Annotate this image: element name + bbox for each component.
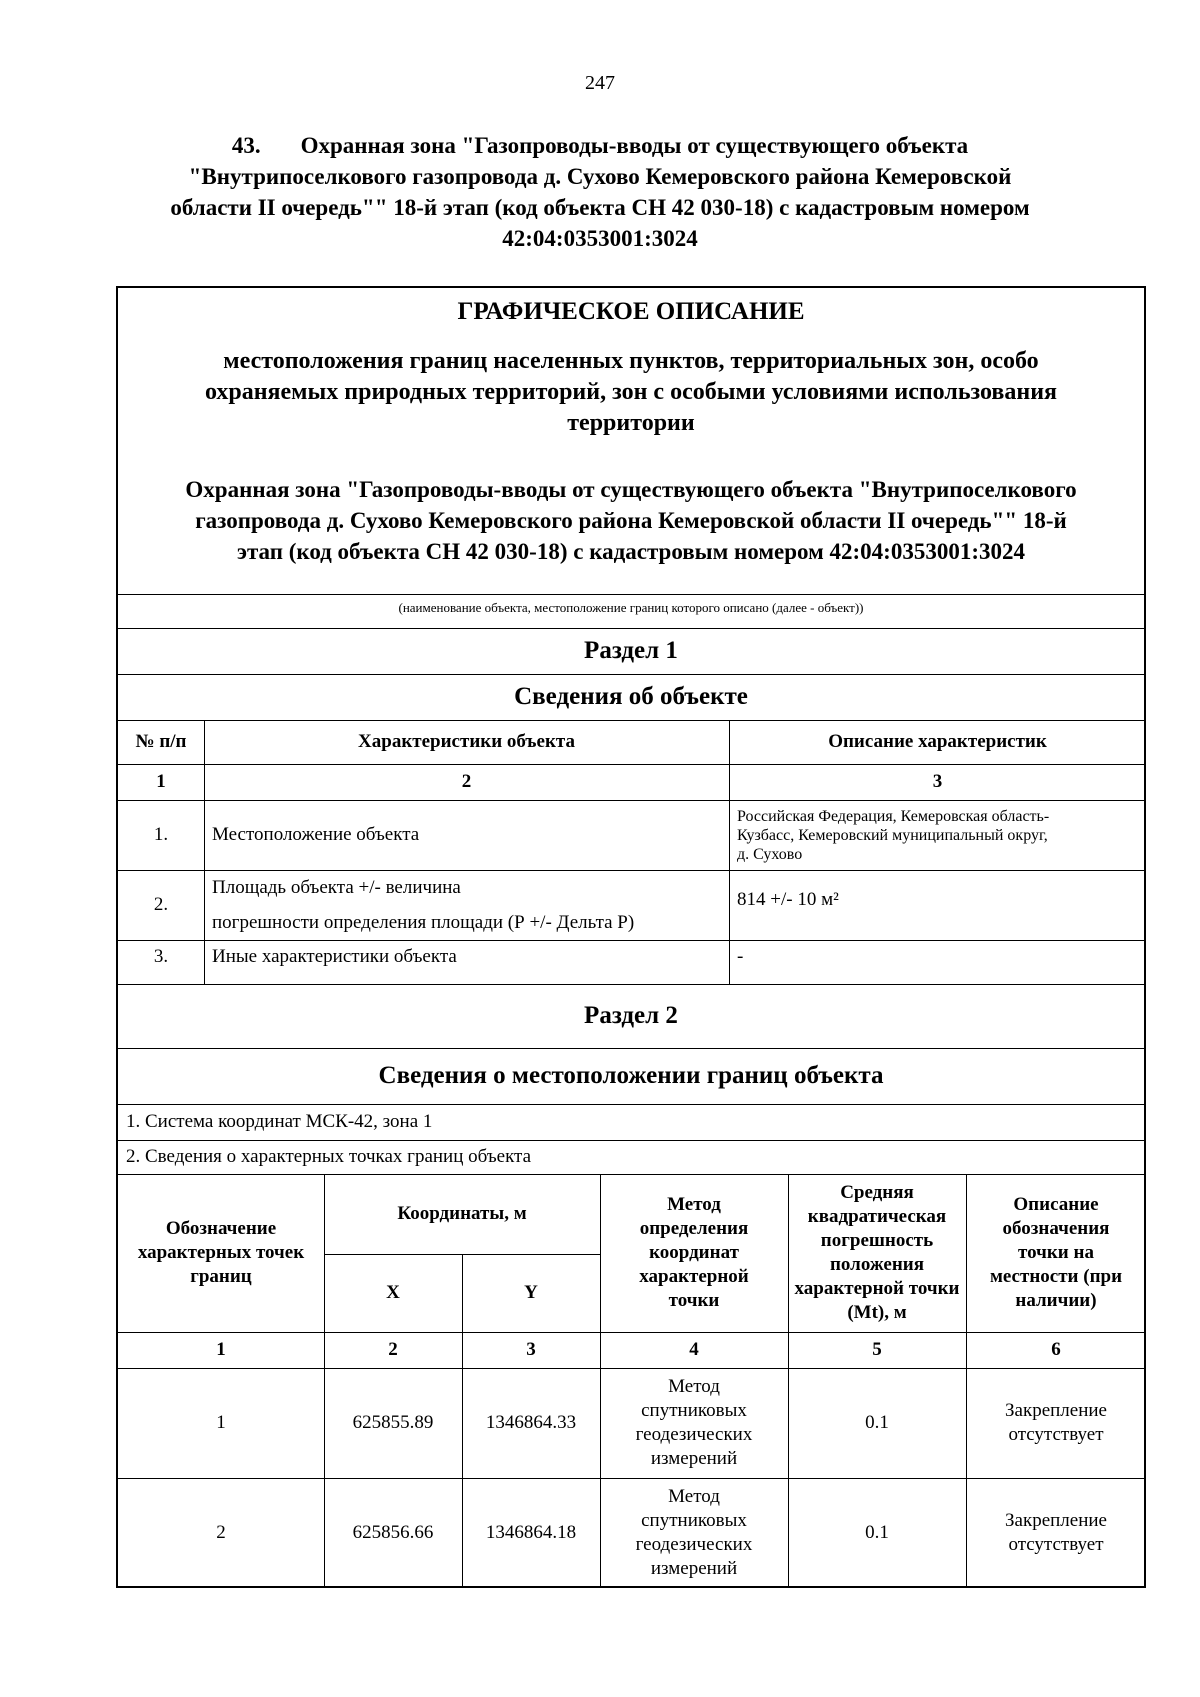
heading-line-3: области II очередь"" 18-й этап (код объекта СН 42 030-18) с кадастровым номером [170, 195, 1030, 220]
object-name-line-2: газопровода д. Сухово Кемеровского района Кемеровской области II очередь"" 18-й [195, 508, 1067, 533]
header-method: Метод определения координат характерной точки [639, 1194, 749, 1311]
header-accuracy: Средняя квадратическая погрешность положения характерной точки (Mt), м [794, 1182, 960, 1323]
header-point-description: Описание обозначения точки на местности (при наличии) [989, 1194, 1123, 1311]
row-value [729, 800, 1146, 870]
heading-line-2: "Внутрипоселкового газопровода д. Сухово Кемеровского района Кемеровской [188, 164, 1012, 189]
form-subtitle-line-3: территории [567, 410, 695, 436]
point-method: Метод спутниковых геодезических измерений [635, 1486, 753, 1579]
form-title: ГРАФИЧЕСКОЕ ОПИСАНИЕ [457, 298, 805, 325]
section-1-subtitle: Сведения об объекте [514, 683, 748, 710]
form-subtitle-line-2: охраняемых природных территорий, зон с особыми условиями использования [204, 379, 1058, 405]
section-1-title: Раздел 1 [584, 637, 678, 664]
point-y: 1346864.18 [485, 1522, 577, 1543]
document-heading [120, 130, 1080, 254]
location-line-2: Кузбасс, Кемеровский муниципальный округ, [737, 826, 1048, 844]
header-designation: Обозначение характерных точек границ [137, 1218, 305, 1287]
object-name-line-3: этап (код объекта СН 42 030-18) с кадастровым номером 42:04:0353001:3024 [237, 539, 1025, 564]
row-name [204, 870, 729, 940]
object-caption: (наименование объекта, местоположение границ которого описано (далее - объект)) [398, 600, 864, 615]
heading-line-4: 42:04:0353001:3024 [502, 226, 698, 251]
row-name: Иные характеристики объекта [212, 946, 457, 967]
point-method: Метод спутниковых геодезических измерений [635, 1376, 753, 1469]
point-x: 625855.89 [352, 1412, 434, 1433]
row-number: 2. [153, 894, 169, 915]
header-x: X [386, 1282, 400, 1303]
column-number: 3 [526, 1339, 536, 1360]
object-name [118, 474, 1144, 567]
header-coordinates: Координаты, м [397, 1203, 527, 1224]
header-description: Описание характеристик [828, 731, 1047, 752]
column-number: 3 [932, 771, 943, 792]
header-number: № п/п [135, 731, 187, 752]
row-value: - [737, 946, 744, 967]
header-y: Y [524, 1282, 538, 1303]
heading-number: 43. [231, 133, 261, 158]
form-subtitle [118, 346, 1144, 439]
point-x: 625856.66 [352, 1522, 434, 1543]
location-line-1: Российская Федерация, Кемеровская область- [737, 807, 1050, 825]
coordinate-system: 1. Система координат МСК-42, зона 1 [126, 1111, 433, 1132]
area-label-line-1: Площадь объекта +/- величина [212, 876, 461, 898]
row-value: 814 +/- 10 м² [737, 889, 839, 910]
point-id: 2 [216, 1522, 226, 1543]
header-characteristics: Характеристики объекта [358, 731, 575, 752]
column-number: 2 [461, 771, 472, 792]
point-description: Закрепление отсутствует [1005, 1400, 1107, 1445]
column-number: 2 [388, 1339, 398, 1360]
point-id: 1 [216, 1412, 226, 1433]
point-description: Закрепление отсутствует [1005, 1510, 1107, 1555]
point-mt: 0.1 [865, 1412, 889, 1433]
divider [118, 594, 1144, 595]
graphic-description-form [116, 286, 1146, 1588]
section-2-subtitle: Сведения о местоположении границ объекта [378, 1062, 884, 1089]
form-subtitle-line-1: местоположения границ населенных пунктов, территориальных зон, особо [223, 348, 1039, 374]
heading-line-1: Охранная зона "Газопроводы-вводы от существующего объекта [300, 133, 969, 158]
point-y: 1346864.33 [485, 1412, 577, 1433]
point-mt: 0.1 [865, 1522, 889, 1543]
row-number: 3. [153, 946, 169, 967]
page-number: 247 [585, 72, 615, 94]
column-number: 6 [1051, 1339, 1061, 1360]
row-name: Местоположение объекта [212, 824, 420, 845]
object-name-line-1: Охранная зона "Газопроводы-вводы от существующего объекта "Внутрипоселкового [185, 477, 1077, 502]
column-number: 1 [216, 1339, 226, 1360]
area-label-line-2: погрешности определения площади (Р +/- Дельта Р) [212, 911, 635, 933]
column-number: 4 [689, 1339, 699, 1360]
points-caption: 2. Сведения о характерных точках границ объекта [126, 1146, 532, 1167]
column-number: 1 [156, 771, 166, 792]
row-number: 1. [153, 824, 169, 845]
column-number: 5 [872, 1339, 882, 1360]
location-line-3: д. Сухово [737, 845, 803, 863]
section-2-title: Раздел 2 [584, 1002, 678, 1029]
